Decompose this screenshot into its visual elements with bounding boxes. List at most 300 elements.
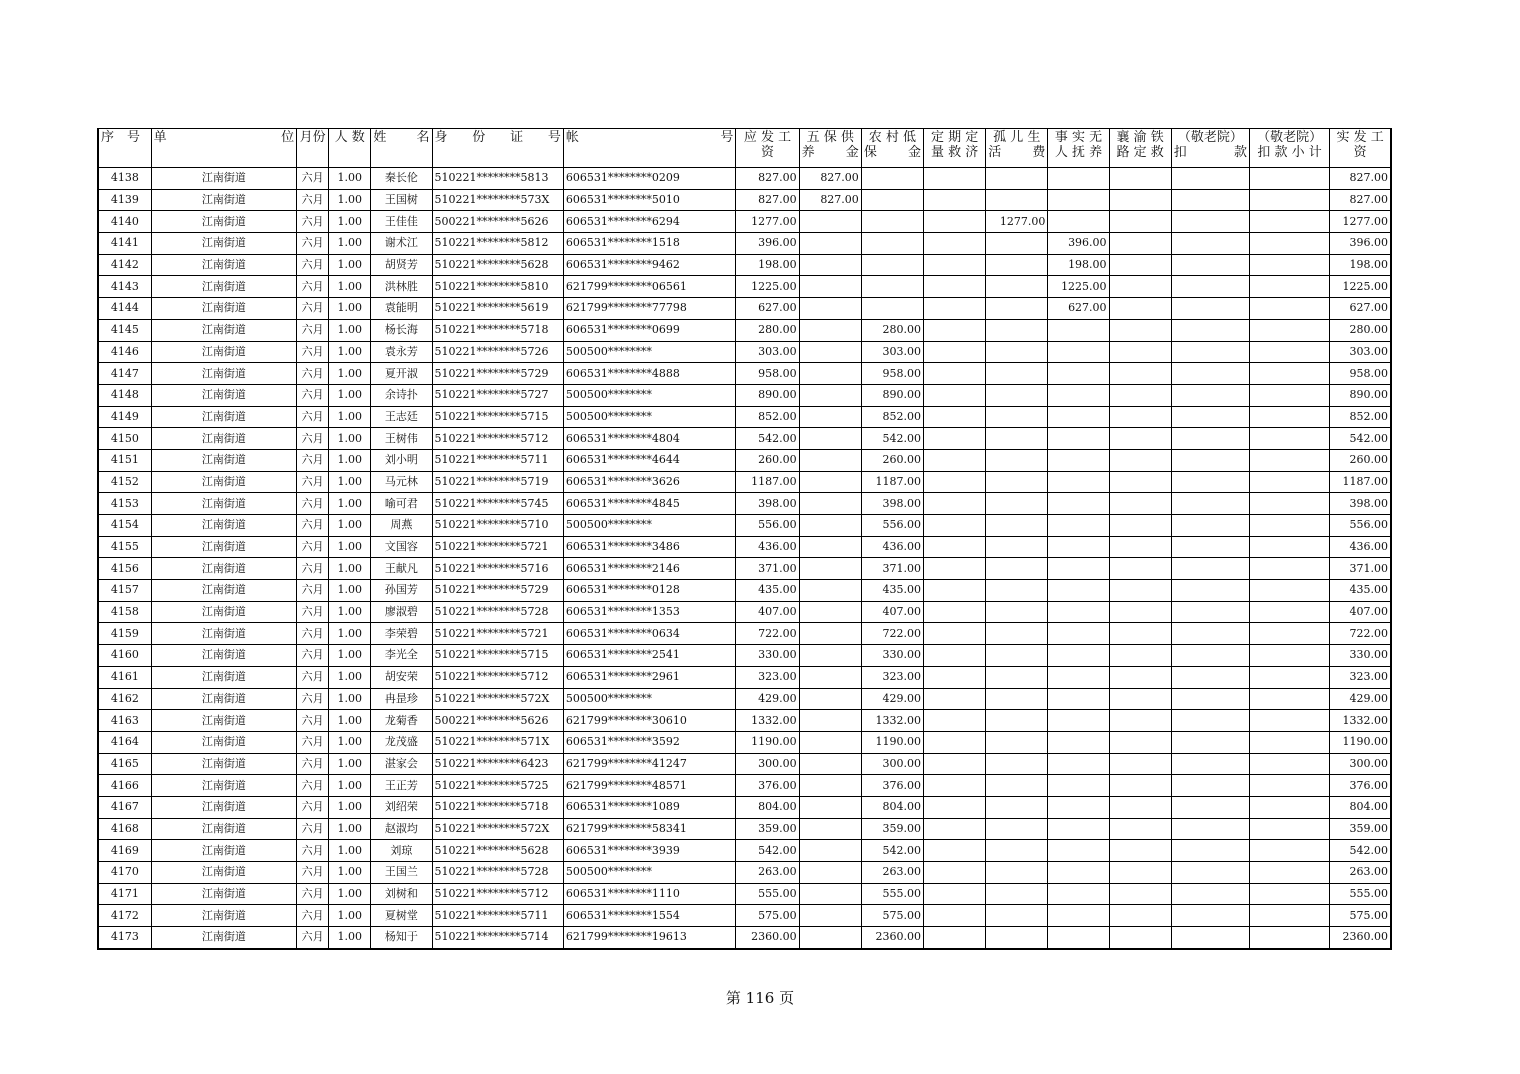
cell-xiangyu (1109, 515, 1171, 537)
cell-id-number: 510221********5716 (432, 558, 563, 580)
cell-xiangyu (1109, 862, 1171, 884)
cell-actual: 852.00 (1330, 406, 1391, 428)
cell-payable: 827.00 (736, 189, 799, 211)
cell-id-number: 500221********5626 (432, 710, 563, 732)
cell-seq: 4153 (98, 493, 151, 515)
cell-deduct1 (1171, 796, 1249, 818)
cell-people: 1.00 (329, 406, 371, 428)
cell-people: 1.00 (329, 558, 371, 580)
cell-seq: 4172 (98, 905, 151, 927)
cell-xiangyu (1109, 927, 1171, 949)
cell-wubao (799, 363, 861, 385)
table-row (98, 731, 1391, 753)
cell-unit: 江南街道 (151, 645, 296, 667)
cell-unit: 江南街道 (151, 558, 296, 580)
cell-seq: 4148 (98, 384, 151, 406)
cell-wubao (799, 341, 861, 363)
col-month-header: 月份 (297, 129, 329, 168)
cell-dibao: 555.00 (861, 883, 923, 905)
cell-id-number: 510221********573X (432, 189, 563, 211)
cell-deduct1 (1171, 710, 1249, 732)
col-id-header: 身 份 证 号 (432, 129, 563, 168)
cell-account: 606531********2146 (563, 558, 736, 580)
cell-orphan (986, 406, 1048, 428)
cell-account: 500500******** (563, 406, 736, 428)
cell-orphan (986, 341, 1048, 363)
cell-defacto (1048, 363, 1109, 385)
cell-payable: 263.00 (736, 862, 799, 884)
cell-xiangyu (1109, 341, 1171, 363)
cell-month: 六月 (297, 753, 329, 775)
cell-account: 606531********0128 (563, 580, 736, 602)
cell-seq: 4142 (98, 254, 151, 276)
cell-deduct2 (1249, 666, 1329, 688)
cell-defacto: 198.00 (1048, 254, 1109, 276)
col-name-header: 姓 名 (371, 129, 432, 168)
cell-deduct1 (1171, 753, 1249, 775)
cell-month: 六月 (297, 449, 329, 471)
cell-people: 1.00 (329, 493, 371, 515)
cell-defacto (1048, 818, 1109, 840)
cell-deduct1 (1171, 775, 1249, 797)
cell-xiangyu (1109, 905, 1171, 927)
cell-deduct2 (1249, 406, 1329, 428)
cell-orphan (986, 449, 1048, 471)
cell-deduct2 (1249, 363, 1329, 385)
table-row (98, 601, 1391, 623)
cell-name: 洪林胜 (371, 276, 432, 298)
table-row (98, 428, 1391, 450)
cell-name: 刘绍荣 (371, 796, 432, 818)
cell-dibao (861, 168, 923, 190)
cell-id-number: 510221********5728 (432, 601, 563, 623)
cell-defacto (1048, 862, 1109, 884)
cell-account: 606531********3626 (563, 471, 736, 493)
cell-dingliang (924, 731, 986, 753)
cell-people: 1.00 (329, 515, 371, 537)
table-row (98, 883, 1391, 905)
cell-orphan (986, 363, 1048, 385)
cell-orphan (986, 905, 1048, 927)
cell-wubao (799, 883, 861, 905)
cell-unit: 江南街道 (151, 254, 296, 276)
cell-name: 刘树和 (371, 883, 432, 905)
cell-unit: 江南街道 (151, 471, 296, 493)
cell-defacto (1048, 384, 1109, 406)
cell-payable: 556.00 (736, 515, 799, 537)
cell-wubao (799, 211, 861, 233)
cell-people: 1.00 (329, 580, 371, 602)
cell-payable: 398.00 (736, 493, 799, 515)
cell-xiangyu (1109, 211, 1171, 233)
cell-wubao (799, 449, 861, 471)
cell-seq: 4171 (98, 883, 151, 905)
cell-people: 1.00 (329, 688, 371, 710)
cell-deduct2 (1249, 927, 1329, 949)
cell-actual: 2360.00 (1330, 927, 1391, 949)
cell-defacto (1048, 341, 1109, 363)
table-row (98, 536, 1391, 558)
cell-dibao: 376.00 (861, 775, 923, 797)
cell-dingliang (924, 645, 986, 667)
cell-dingliang (924, 471, 986, 493)
cell-defacto (1048, 168, 1109, 190)
header-row (98, 129, 1391, 168)
cell-defacto (1048, 645, 1109, 667)
cell-month: 六月 (297, 580, 329, 602)
cell-actual: 1332.00 (1330, 710, 1391, 732)
cell-wubao (799, 471, 861, 493)
cell-deduct2 (1249, 233, 1329, 255)
table-row (98, 710, 1391, 732)
cell-account: 621799********77798 (563, 298, 736, 320)
cell-unit: 江南街道 (151, 233, 296, 255)
cell-dibao: 303.00 (861, 341, 923, 363)
cell-account: 606531********2961 (563, 666, 736, 688)
cell-name: 王正芳 (371, 775, 432, 797)
cell-account: 500500******** (563, 341, 736, 363)
cell-dibao: 435.00 (861, 580, 923, 602)
cell-seq: 4141 (98, 233, 151, 255)
cell-deduct2 (1249, 775, 1329, 797)
cell-id-number: 510221********6423 (432, 753, 563, 775)
cell-payable: 198.00 (736, 254, 799, 276)
cell-payable: 371.00 (736, 558, 799, 580)
cell-id-number: 510221********5718 (432, 796, 563, 818)
cell-dingliang (924, 254, 986, 276)
cell-month: 六月 (297, 254, 329, 276)
cell-deduct1 (1171, 254, 1249, 276)
cell-dingliang (924, 710, 986, 732)
cell-account: 606531********1353 (563, 601, 736, 623)
cell-payable: 555.00 (736, 883, 799, 905)
cell-deduct1 (1171, 862, 1249, 884)
cell-deduct1 (1171, 905, 1249, 927)
cell-account: 606531********1518 (563, 233, 736, 255)
cell-unit: 江南街道 (151, 384, 296, 406)
cell-dingliang (924, 796, 986, 818)
cell-orphan (986, 623, 1048, 645)
cell-actual: 371.00 (1330, 558, 1391, 580)
cell-dibao (861, 276, 923, 298)
cell-month: 六月 (297, 536, 329, 558)
cell-actual: 436.00 (1330, 536, 1391, 558)
cell-orphan: 1277.00 (986, 211, 1048, 233)
cell-month: 六月 (297, 384, 329, 406)
cell-unit: 江南街道 (151, 753, 296, 775)
cell-defacto (1048, 428, 1109, 450)
cell-month: 六月 (297, 710, 329, 732)
cell-id-number: 510221********5719 (432, 471, 563, 493)
cell-id-number: 510221********5712 (432, 666, 563, 688)
cell-actual: 556.00 (1330, 515, 1391, 537)
cell-dingliang (924, 688, 986, 710)
cell-actual: 198.00 (1330, 254, 1391, 276)
cell-actual: 398.00 (1330, 493, 1391, 515)
cell-deduct2 (1249, 623, 1329, 645)
cell-unit: 江南街道 (151, 601, 296, 623)
cell-month: 六月 (297, 818, 329, 840)
cell-name: 李光全 (371, 645, 432, 667)
table-row (98, 753, 1391, 775)
cell-seq: 4173 (98, 927, 151, 949)
cell-wubao (799, 623, 861, 645)
cell-actual: 330.00 (1330, 645, 1391, 667)
cell-defacto (1048, 319, 1109, 341)
cell-orphan (986, 601, 1048, 623)
cell-orphan (986, 840, 1048, 862)
cell-seq: 4149 (98, 406, 151, 428)
cell-deduct1 (1171, 927, 1249, 949)
cell-payable: 890.00 (736, 384, 799, 406)
cell-actual: 260.00 (1330, 449, 1391, 471)
cell-account: 606531********4644 (563, 449, 736, 471)
cell-unit: 江南街道 (151, 796, 296, 818)
cell-xiangyu (1109, 688, 1171, 710)
cell-id-number: 510221********5726 (432, 341, 563, 363)
cell-dibao: 371.00 (861, 558, 923, 580)
cell-defacto (1048, 905, 1109, 927)
cell-wubao (799, 645, 861, 667)
cell-month: 六月 (297, 471, 329, 493)
cell-name: 袁能明 (371, 298, 432, 320)
table-row (98, 276, 1391, 298)
cell-actual: 627.00 (1330, 298, 1391, 320)
cell-month: 六月 (297, 298, 329, 320)
cell-month: 六月 (297, 276, 329, 298)
col-account-header: 帐 号 (563, 129, 736, 168)
cell-xiangyu (1109, 775, 1171, 797)
cell-orphan (986, 818, 1048, 840)
cell-unit: 江南街道 (151, 493, 296, 515)
cell-deduct1 (1171, 384, 1249, 406)
col-orphan-header: 孤 儿 生 活 费 (986, 129, 1048, 168)
cell-payable: 542.00 (736, 428, 799, 450)
cell-deduct1 (1171, 449, 1249, 471)
cell-seq: 4159 (98, 623, 151, 645)
cell-seq: 4162 (98, 688, 151, 710)
cell-people: 1.00 (329, 818, 371, 840)
cell-dibao: 556.00 (861, 515, 923, 537)
cell-wubao (799, 818, 861, 840)
cell-actual: 429.00 (1330, 688, 1391, 710)
cell-defacto (1048, 623, 1109, 645)
cell-people: 1.00 (329, 298, 371, 320)
cell-unit: 江南街道 (151, 211, 296, 233)
cell-xiangyu (1109, 254, 1171, 276)
cell-dibao: 575.00 (861, 905, 923, 927)
cell-payable: 827.00 (736, 168, 799, 190)
table-row (98, 189, 1391, 211)
cell-orphan (986, 688, 1048, 710)
col-seq-header: 序 号 (98, 129, 151, 168)
cell-dingliang (924, 363, 986, 385)
cell-month: 六月 (297, 840, 329, 862)
cell-xiangyu (1109, 384, 1171, 406)
table-row (98, 818, 1391, 840)
cell-defacto: 627.00 (1048, 298, 1109, 320)
cell-wubao (799, 666, 861, 688)
cell-defacto (1048, 796, 1109, 818)
cell-dingliang (924, 233, 986, 255)
cell-xiangyu (1109, 601, 1171, 623)
cell-defacto (1048, 558, 1109, 580)
table-row (98, 233, 1391, 255)
cell-defacto (1048, 493, 1109, 515)
cell-account: 500500******** (563, 515, 736, 537)
cell-actual: 300.00 (1330, 753, 1391, 775)
cell-defacto (1048, 883, 1109, 905)
table-row (98, 319, 1391, 341)
cell-actual: 958.00 (1330, 363, 1391, 385)
cell-deduct2 (1249, 536, 1329, 558)
cell-seq: 4140 (98, 211, 151, 233)
cell-people: 1.00 (329, 363, 371, 385)
cell-account: 606531********1089 (563, 796, 736, 818)
cell-seq: 4163 (98, 710, 151, 732)
cell-deduct1 (1171, 276, 1249, 298)
cell-deduct1 (1171, 233, 1249, 255)
cell-month: 六月 (297, 775, 329, 797)
cell-name: 王佳佳 (371, 211, 432, 233)
cell-unit: 江南街道 (151, 580, 296, 602)
cell-dibao: 429.00 (861, 688, 923, 710)
cell-name: 秦长伦 (371, 168, 432, 190)
cell-actual: 1187.00 (1330, 471, 1391, 493)
cell-wubao (799, 254, 861, 276)
cell-id-number: 510221********572X (432, 688, 563, 710)
cell-payable: 280.00 (736, 319, 799, 341)
cell-deduct1 (1171, 688, 1249, 710)
cell-wubao: 827.00 (799, 189, 861, 211)
cell-deduct1 (1171, 818, 1249, 840)
cell-dingliang (924, 818, 986, 840)
cell-name: 袁永芳 (371, 341, 432, 363)
cell-id-number: 510221********571X (432, 731, 563, 753)
cell-dingliang (924, 211, 986, 233)
cell-payable: 396.00 (736, 233, 799, 255)
cell-account: 606531********5010 (563, 189, 736, 211)
cell-payable: 303.00 (736, 341, 799, 363)
cell-account: 606531********1554 (563, 905, 736, 927)
cell-unit: 江南街道 (151, 710, 296, 732)
cell-deduct1 (1171, 580, 1249, 602)
cell-account: 606531********1110 (563, 883, 736, 905)
cell-seq: 4156 (98, 558, 151, 580)
cell-wubao (799, 233, 861, 255)
cell-defacto (1048, 666, 1109, 688)
cell-xiangyu (1109, 493, 1171, 515)
cell-orphan (986, 645, 1048, 667)
cell-actual: 555.00 (1330, 883, 1391, 905)
cell-people: 1.00 (329, 840, 371, 862)
cell-unit: 江南街道 (151, 168, 296, 190)
cell-dingliang (924, 905, 986, 927)
col-actual-header: 实 发 工 资 (1330, 129, 1391, 168)
cell-unit: 江南街道 (151, 666, 296, 688)
cell-dibao (861, 211, 923, 233)
cell-payable: 376.00 (736, 775, 799, 797)
table-row (98, 775, 1391, 797)
cell-seq: 4151 (98, 449, 151, 471)
cell-dibao: 280.00 (861, 319, 923, 341)
cell-name: 杨长海 (371, 319, 432, 341)
cell-dibao: 804.00 (861, 796, 923, 818)
cell-id-number: 510221********5728 (432, 862, 563, 884)
cell-deduct2 (1249, 449, 1329, 471)
cell-month: 六月 (297, 666, 329, 688)
cell-orphan (986, 168, 1048, 190)
cell-dibao (861, 189, 923, 211)
cell-people: 1.00 (329, 471, 371, 493)
cell-deduct2 (1249, 905, 1329, 927)
cell-payable: 407.00 (736, 601, 799, 623)
cell-people: 1.00 (329, 883, 371, 905)
cell-dingliang (924, 580, 986, 602)
cell-id-number: 500221********5626 (432, 211, 563, 233)
table-row (98, 796, 1391, 818)
cell-id-number: 510221********5710 (432, 515, 563, 537)
cell-deduct2 (1249, 710, 1329, 732)
cell-seq: 4170 (98, 862, 151, 884)
cell-deduct1 (1171, 515, 1249, 537)
cell-month: 六月 (297, 515, 329, 537)
col-deduct2-header: （敬老院） 扣 款 小 计 (1249, 129, 1329, 168)
cell-payable: 1187.00 (736, 471, 799, 493)
cell-defacto: 396.00 (1048, 233, 1109, 255)
cell-dibao: 1190.00 (861, 731, 923, 753)
cell-account: 500500******** (563, 688, 736, 710)
cell-xiangyu (1109, 276, 1171, 298)
cell-people: 1.00 (329, 753, 371, 775)
cell-seq: 4139 (98, 189, 151, 211)
cell-defacto (1048, 731, 1109, 753)
cell-wubao (799, 558, 861, 580)
cell-payable: 436.00 (736, 536, 799, 558)
cell-name: 王树伟 (371, 428, 432, 450)
table-row (98, 840, 1391, 862)
cell-payable: 1332.00 (736, 710, 799, 732)
cell-id-number: 510221********5711 (432, 449, 563, 471)
cell-actual: 804.00 (1330, 796, 1391, 818)
cell-month: 六月 (297, 211, 329, 233)
cell-seq: 4158 (98, 601, 151, 623)
cell-unit: 江南街道 (151, 449, 296, 471)
cell-seq: 4138 (98, 168, 151, 190)
cell-dingliang (924, 341, 986, 363)
cell-dibao: 852.00 (861, 406, 923, 428)
cell-defacto (1048, 710, 1109, 732)
cell-xiangyu (1109, 710, 1171, 732)
cell-actual: 263.00 (1330, 862, 1391, 884)
table-row (98, 645, 1391, 667)
cell-people: 1.00 (329, 233, 371, 255)
col-people-header: 人 数 (329, 129, 371, 168)
cell-month: 六月 (297, 905, 329, 927)
cell-month: 六月 (297, 601, 329, 623)
cell-unit: 江南街道 (151, 775, 296, 797)
cell-deduct1 (1171, 601, 1249, 623)
cell-orphan (986, 927, 1048, 949)
cell-deduct1 (1171, 406, 1249, 428)
cell-id-number: 510221********5712 (432, 428, 563, 450)
cell-name: 文国容 (371, 536, 432, 558)
table-row (98, 341, 1391, 363)
cell-people: 1.00 (329, 645, 371, 667)
cell-xiangyu (1109, 645, 1171, 667)
cell-orphan (986, 515, 1048, 537)
cell-payable: 260.00 (736, 449, 799, 471)
